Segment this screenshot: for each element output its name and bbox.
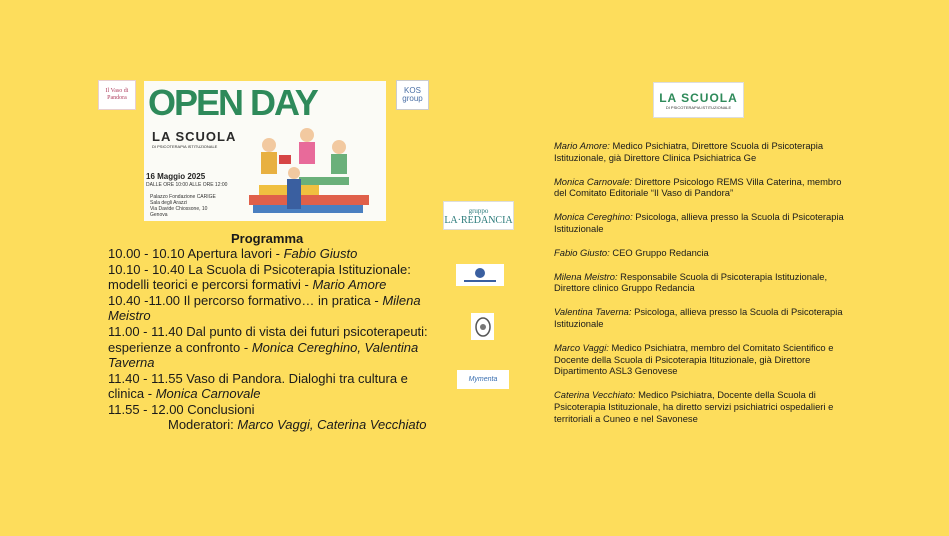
program-item-text: 11.00 - 11.40 Dal punto di vista dei futuri psicoterapeuti: esperienze a confronto - [108, 323, 428, 355]
speaker-name: Caterina Vecchiato: [554, 389, 636, 401]
partner-logo-2 [456, 264, 504, 286]
kos-logo-text: KOS group [402, 86, 423, 103]
people-reading-illustration [239, 125, 379, 221]
speaker-entry [554, 211, 854, 235]
speaker-entry [554, 176, 854, 200]
program-item-text: 11.55 - 12.00 Conclusioni [108, 401, 255, 417]
program-item-speaker: Mario Amore [312, 277, 387, 293]
speaker-name: Marco Vaggi: [554, 341, 609, 353]
program-item-text: 10.40 -11.00 Il percorso formativo… in pratica - [108, 292, 383, 308]
open-day-poster [144, 81, 386, 221]
program-item-speaker: Fabio Giusto [283, 246, 358, 261]
program-item [108, 246, 443, 262]
program-item-speaker: Milena Meistro [108, 292, 421, 324]
program-item-text: 11.40 - 11.55 Vaso di Pandora. Dialoghi tra cultura e clinica - [108, 370, 408, 402]
speaker-name: Milena Meistro: [554, 270, 618, 282]
redancia-logo-top: gruppo [468, 206, 489, 215]
speaker-list [554, 140, 854, 437]
vaso-logo-text: Il Vaso di Pandora [105, 88, 129, 101]
mymenta-logo [457, 370, 509, 389]
la-scuola-logo-sub: DI PSICOTERAPIA ISTITUZIONALE [665, 104, 732, 110]
speaker-name: Fabio Giusto: [554, 246, 610, 258]
speaker-desc: Direttore Psicologo REMS Villa Caterina, membro del Comitato Editoriale “Il Vaso di Pandora” [554, 175, 842, 199]
poster-date: 16 Maggio 2025 [146, 172, 206, 181]
speaker-desc: Medico Psichiatra, Docente della Scuola di Psicoterapia Istituzionale, ha diretto servizi psichiatrici ospedalieri e territoriali a Cuneo e nel Savonese [554, 389, 834, 424]
poster-title: OPEN DAY [148, 82, 317, 123]
redancia-logo [443, 201, 514, 230]
mymenta-logo-text: Mymenta [468, 376, 498, 383]
speaker-desc: Psicologa, allieva presso la Scuola di Psicoterapia Istituzionale [554, 211, 844, 234]
program-item-text: 10.10 - 10.40 La Scuola di Psicoterapia Istituzionale: modelli teorici e percorsi formativi - [108, 261, 411, 293]
speaker-entry [554, 247, 854, 259]
poster-school: LA SCUOLA [152, 129, 237, 144]
speaker-entry [554, 140, 854, 164]
la-scuola-logo-title: LA SCUOLA [659, 90, 738, 105]
speaker-name: Monica Cereghino: [554, 211, 633, 223]
program-item [108, 293, 443, 324]
speaker-entry [554, 306, 854, 330]
speaker-name: Mario Amore: [554, 140, 610, 151]
speaker-entry [554, 271, 854, 295]
poster-school-sub: DI PSICOTERAPIA ISTITUZIONALE [152, 144, 218, 149]
speaker-desc: Responsabile Scuola di Psicoterapia Istituzionale, Direttore clinico Gruppo Redancia [554, 270, 828, 294]
speaker-desc: Medico Psichiatra, Direttore Scuola di Psicoterapia Istituzionale, già Direttore Clinica Psichiatrica Ge [554, 140, 824, 163]
moderators-names: Marco Vaggi, Caterina Vecchiato [237, 417, 427, 432]
program-item-speaker: Monica Cereghino, Valentina Taverna [108, 339, 419, 371]
speaker-desc: Psicologa, allieva presso la Scuola di Psicoterapia Istituzionale [554, 306, 843, 329]
kos-group-logo [396, 80, 429, 110]
poster-address-line: Sala degli Arazzi [150, 200, 187, 206]
program-item [108, 262, 443, 293]
speaker-entry [554, 389, 854, 424]
program-title: Programma [231, 231, 304, 246]
speaker-desc: Medico Psichiatra, membro del Comitato Scientifico e Docente della Scuola di Psicoterapia Itituzionale, già Direttore Dipartimento ASL3 Genovese [554, 341, 834, 377]
program-item-speaker: Monica Carnovale [155, 386, 261, 402]
program-item [108, 324, 443, 371]
program-list [108, 246, 443, 418]
program-item [108, 402, 443, 418]
program-item-text: 10.00 - 10.10 Apertura lavori - [108, 246, 284, 261]
speaker-desc: CEO Gruppo Redancia [609, 246, 709, 258]
poster-address-line: Palazzo Fondazione CARIGE [150, 194, 216, 200]
poster-time: DALLE ORE 10:00 ALLE ORE 12:00 [146, 182, 228, 188]
moderators [168, 417, 426, 432]
poster-address-line: Via Davide Chiossone, 10 [150, 206, 208, 212]
vaso-di-pandora-logo [98, 80, 136, 110]
speaker-entry [554, 342, 854, 377]
poster-address [150, 194, 216, 218]
moderators-label: Moderatori: [168, 417, 238, 432]
partner-logo-3 [471, 313, 494, 340]
speaker-name: Valentina Taverna: [554, 306, 632, 318]
la-scuola-logo [653, 82, 744, 118]
program-item [108, 371, 443, 402]
speaker-name: Monica Carnovale: [554, 175, 633, 187]
partner-crest-icon [474, 316, 492, 338]
poster-address-line: Genova [150, 212, 168, 218]
partner-emblem-icon [458, 266, 502, 284]
redancia-logo-text: LA·REDANCIA [444, 214, 513, 226]
